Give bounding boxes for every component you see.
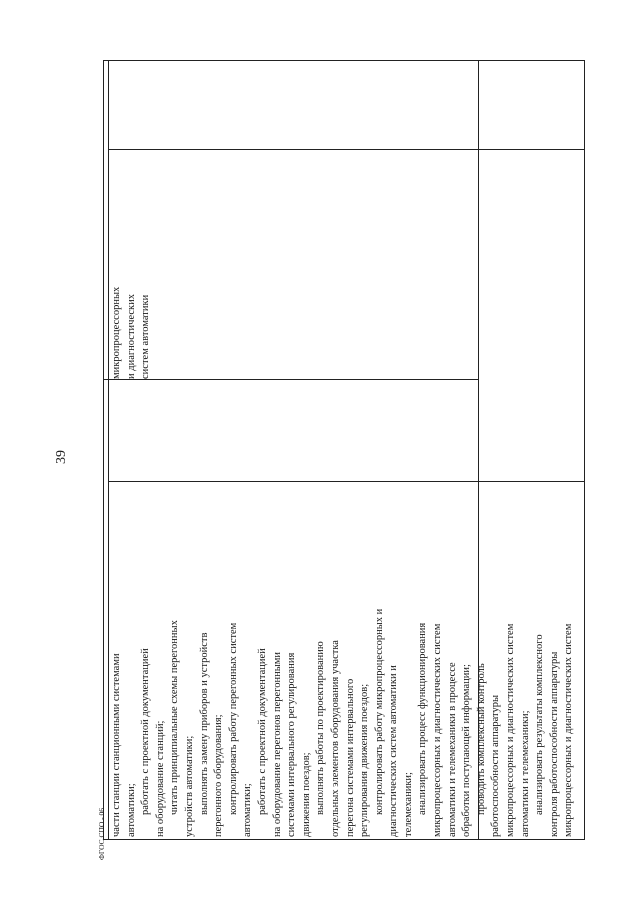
text-line: проводить комплексный контроль: [475, 663, 487, 815]
text-line: микропроцессорных и диагностических систем: [432, 623, 444, 837]
text-line: микропроцессорных и диагностических систем: [505, 623, 517, 837]
text-line: системами интервального регулирования: [286, 652, 298, 837]
text-line: автоматики и телемеханики в процессе: [446, 662, 458, 837]
footer-code: ФГОС СПО - 06: [97, 807, 106, 860]
text-line: читать принципиальные схемы перегонных: [169, 620, 181, 815]
text-line: работоспособности аппаратуры: [490, 694, 502, 837]
page-number: 39: [54, 450, 69, 464]
text-line: автоматики;: [242, 783, 254, 837]
text-line: автоматики и телемеханики;: [519, 710, 531, 837]
text-line: автоматики;: [125, 783, 137, 837]
text-line: микропроцессорных: [111, 286, 122, 379]
text-line: систем автоматики: [140, 294, 152, 379]
text-line: отдельных элементов оборудования участка: [329, 640, 341, 837]
row-divider: [108, 481, 584, 482]
text-line: перегона системами интервального: [344, 678, 356, 837]
text-line: телемеханики;: [402, 772, 414, 837]
text-line: выполнять работы по проектированию: [315, 641, 327, 815]
text-line: контролировать работу микропроцессорных и: [373, 608, 385, 815]
text-line: движения поездов;: [300, 752, 312, 837]
text-line: работать с проектной документацией: [140, 648, 152, 815]
text-line: и диагностических: [125, 293, 137, 379]
text-line: на оборудование перегонов перегонными: [271, 651, 283, 837]
column-divider: [108, 61, 109, 839]
text-line: перегонного оборудования;: [213, 714, 225, 837]
text-line: выполнять замену приборов и устройств: [198, 632, 210, 815]
text-line: работать с проектной документацией: [256, 648, 268, 815]
text-line: обработки поступающей информации;: [461, 664, 473, 837]
requirements-table: [103, 60, 585, 840]
module-cell: [110, 151, 170, 379]
text-line: анализировать процесс функционирования: [417, 622, 429, 815]
text-line: части станции станционными системами: [111, 653, 122, 837]
text-line: контроля работоспособности аппаратуры: [548, 651, 560, 837]
text-line: контролировать работу перегонных систем: [227, 622, 239, 815]
skills-text: [110, 483, 577, 837]
text-line: регулирования движения поездов;: [359, 683, 371, 837]
skills-cell: [110, 483, 575, 837]
module-text: [110, 151, 154, 379]
text-line: на оборудование станций;: [154, 720, 166, 837]
row-divider: [104, 379, 478, 380]
text-line: анализировать результаты комплексного: [534, 634, 546, 815]
text-line: микропроцессорных и диагностических систем: [563, 623, 575, 837]
text-line: устройств автоматики;: [183, 735, 195, 837]
text-line: диагностических систем автоматики и: [388, 665, 400, 837]
row-divider: [108, 149, 584, 150]
